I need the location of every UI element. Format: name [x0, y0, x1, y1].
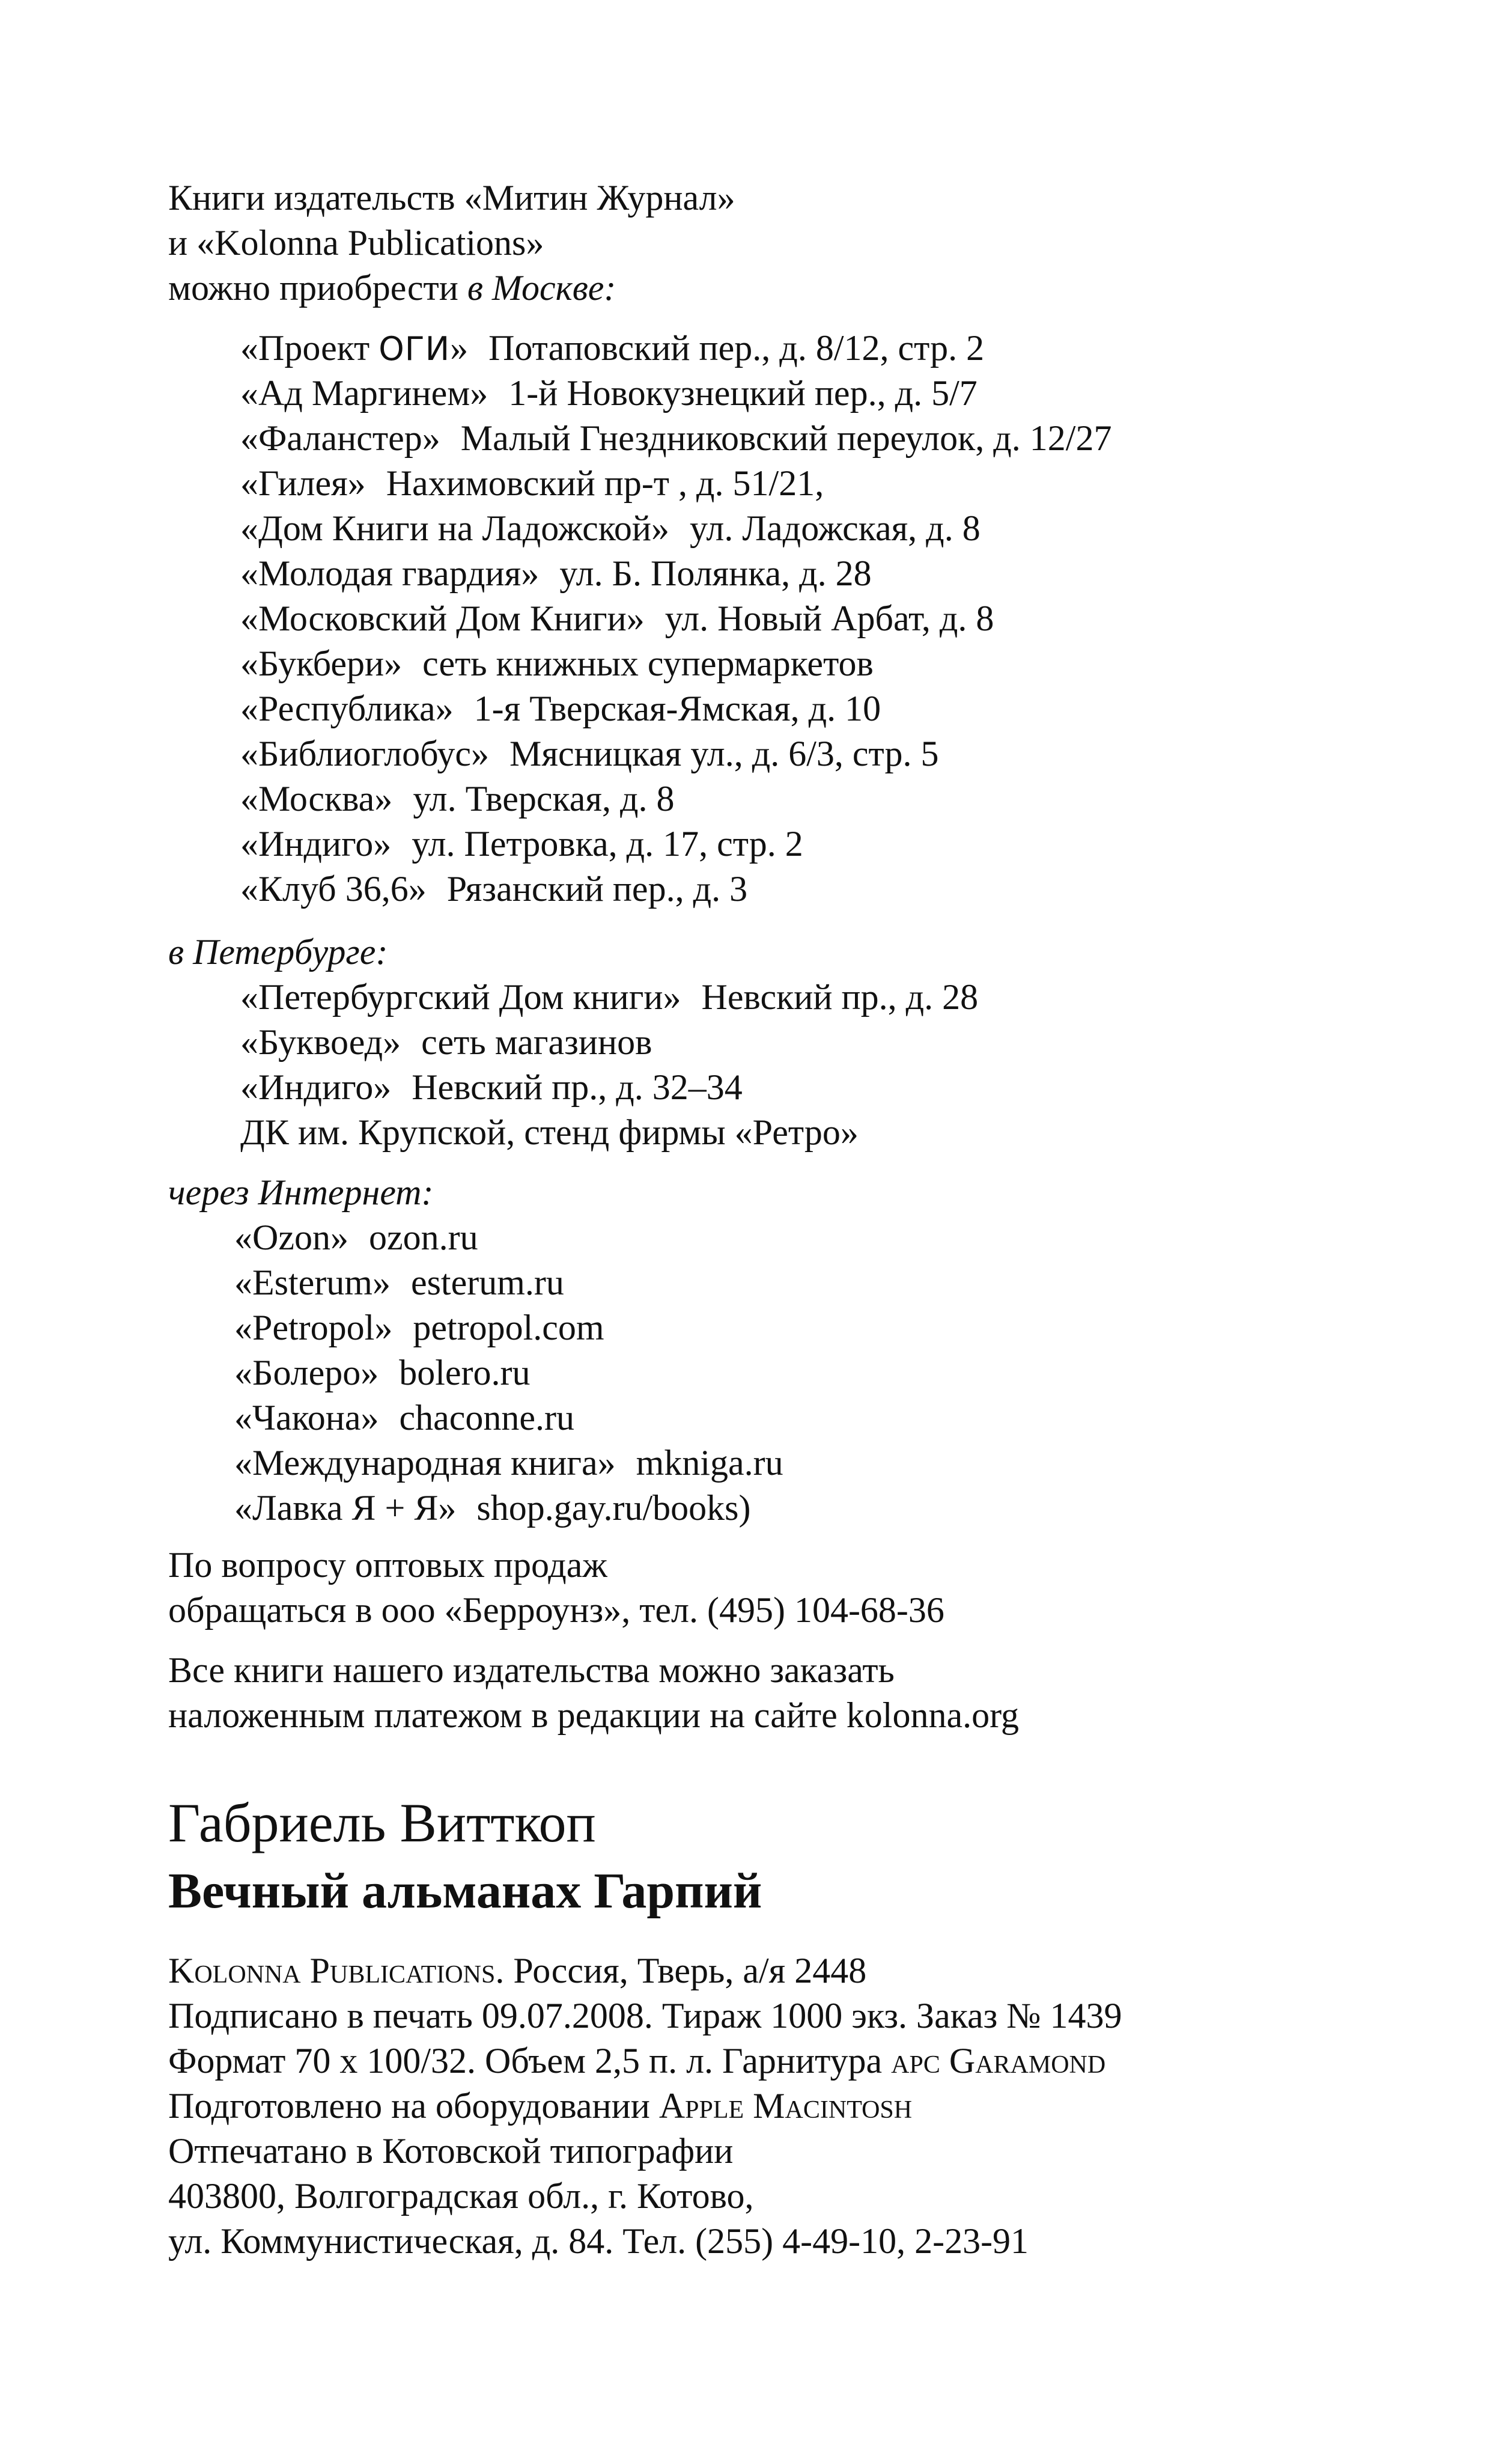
- web-entry: [234, 1215, 478, 1260]
- store-entry: [240, 596, 994, 641]
- web-store-url: ozon.ru: [368, 1218, 478, 1257]
- store-address: ул. Б. Полянка, д. 28: [559, 553, 872, 593]
- web-store-url: bolero.ru: [399, 1353, 531, 1392]
- store-entry: [240, 461, 824, 506]
- web-store-url: chaconne.ru: [399, 1398, 574, 1438]
- store-name: «Проект ОГИ»: [240, 328, 469, 368]
- store-address: ул. Ладожская, д. 8: [690, 508, 981, 548]
- store-name: «Фаланстер»: [240, 418, 440, 458]
- intro-line-1: Книги издательств «Митин Журнал»: [168, 178, 735, 218]
- web-store-url: esterum.ru: [410, 1263, 564, 1302]
- web-store-url: mkniga.ru: [636, 1443, 783, 1483]
- colophon-printed: Отпечатано в Котовской типографии: [168, 2131, 734, 2171]
- moscow-heading: [168, 266, 616, 311]
- web-store-url: petropol.com: [413, 1308, 604, 1347]
- book-title: Вечный альманах Гарпий: [168, 1863, 762, 1919]
- store-entry: [240, 641, 874, 686]
- store-address: Мясницкая ул., д. 6/3, стр. 5: [509, 734, 939, 773]
- web-store-name: «Чакона»: [234, 1398, 379, 1438]
- store-entry: [240, 371, 978, 416]
- store-name: «Москва»: [240, 779, 393, 819]
- store-entry: [240, 1065, 743, 1110]
- store-name: «Индиго»: [240, 1067, 392, 1107]
- store-name: «Индиго»: [240, 824, 392, 864]
- store-address: Невский пр., д. 28: [701, 977, 979, 1017]
- book-author: Габриель Витткоп: [168, 1792, 596, 1853]
- store-entry: [240, 822, 803, 867]
- store-entry: [240, 416, 1111, 461]
- web-entry: [234, 1305, 604, 1350]
- store-address: сеть магазинов: [421, 1022, 652, 1062]
- store-address: сеть книжных супермаркетов: [422, 644, 874, 683]
- web-entry: [234, 1395, 574, 1441]
- intro-line-2: и «Kolonna Publications»: [168, 223, 544, 263]
- store-name: «Дом Книги на Ладожской»: [240, 508, 670, 548]
- colophon-address-2: ул. Коммунистическая, д. 84. Тел. (255) 4-49-10, 2-23-91: [168, 2221, 1029, 2261]
- web-entry: [234, 1260, 564, 1305]
- store-address: 1-я Тверская-Ямская, д. 10: [473, 689, 881, 728]
- web-store-name: «Esterum»: [234, 1263, 391, 1302]
- store-address: ул. Петровка, д. 17, стр. 2: [412, 824, 803, 864]
- store-address: Рязанский пер., д. 3: [446, 869, 748, 909]
- store-address: Нахимовский пр-т , д. 51/21,: [386, 463, 824, 503]
- typeface-name: apc Garamond: [891, 2041, 1106, 2081]
- colophon-signed: Подписано в печать 09.07.2008. Тираж 1000 экз. Заказ № 1439: [168, 1996, 1122, 2036]
- store-name: «Молодая гвардия»: [240, 553, 540, 593]
- store-name: «Ад Маргинем»: [240, 373, 488, 413]
- web-store-url: shop.gay.ru/books): [476, 1488, 751, 1528]
- mail-order-line-1: Все книги нашего издательства можно заказать: [168, 1650, 895, 1690]
- store-address: ул. Тверская, д. 8: [413, 779, 675, 819]
- store-entry: [240, 326, 984, 371]
- store-entry: [240, 975, 978, 1020]
- moscow-lead: можно приобрести: [168, 268, 458, 308]
- wholesale-line-2: обращаться в ооо «Берроунз», тел. (495) 104-68-36: [168, 1590, 944, 1630]
- web-entry: [234, 1441, 783, 1486]
- equipment-name: Apple Macintosh: [658, 2086, 913, 2126]
- colophon-publisher: Kolonna Publications. Россия, Тверь, а/я 2448: [168, 1951, 867, 1990]
- store-entry: [240, 731, 939, 776]
- store-name: «Клуб 36,6»: [240, 869, 427, 909]
- web-store-name: «Болеро»: [234, 1353, 379, 1392]
- store-address: 1-й Новокузнецкий пер., д. 5/7: [508, 373, 978, 413]
- petersburg-label: в Петербурге:: [168, 932, 388, 972]
- mail-order-line-2: наложенным платежом в редакции на сайте kolonna.org: [168, 1695, 1019, 1735]
- store-address: ул. Новый Арбат, д. 8: [664, 599, 994, 638]
- store-entry: [240, 686, 881, 731]
- store-address: Невский пр., д. 32–34: [412, 1067, 743, 1107]
- internet-label: через Интернет:: [168, 1173, 434, 1212]
- web-store-name: «Лавка Я + Я»: [234, 1488, 457, 1528]
- web-entry: [234, 1350, 531, 1395]
- colophon-format: Формат 70 x 100/32. Объем 2,5 п. л. Гарнитура apc Garamond: [168, 2041, 1106, 2081]
- store-name: «Гилея»: [240, 463, 366, 503]
- store-name: «Буквоед»: [240, 1022, 401, 1062]
- store-entry: [240, 867, 747, 912]
- store-entry: [240, 1110, 859, 1155]
- moscow-label: в Москве:: [467, 268, 616, 308]
- web-store-name: «Ozon»: [234, 1218, 348, 1257]
- web-store-name: «Международная книга»: [234, 1443, 616, 1483]
- store-name: «Московский Дом Книги»: [240, 599, 645, 638]
- store-name: «Библиоглобус»: [240, 734, 490, 773]
- store-entry: [240, 551, 872, 596]
- store-name: ДК им. Крупской, стенд фирмы «Ретро»: [240, 1112, 859, 1152]
- store-entry: [240, 506, 981, 551]
- store-address: Малый Гнездниковский переулок, д. 12/27: [460, 418, 1112, 458]
- web-store-name: «Petropol»: [234, 1308, 393, 1347]
- colophon-address-1: 403800, Волгоградская обл., г. Котово,: [168, 2176, 754, 2216]
- store-name: «Петербургский Дом книги»: [240, 977, 681, 1017]
- store-address: Потаповский пер., д. 8/12, стр. 2: [488, 328, 985, 368]
- store-entry: [240, 1020, 652, 1065]
- publisher-name: Kolonna Publications: [168, 1951, 496, 1990]
- web-entry: [234, 1486, 750, 1531]
- store-name: «Букбери»: [240, 644, 403, 683]
- store-name: «Республика»: [240, 689, 454, 728]
- store-entry: [240, 776, 675, 822]
- colophon-equipment: Подготовлено на оборудовании Apple Macintosh: [168, 2086, 913, 2126]
- wholesale-line-1: По вопросу оптовых продаж: [168, 1545, 607, 1585]
